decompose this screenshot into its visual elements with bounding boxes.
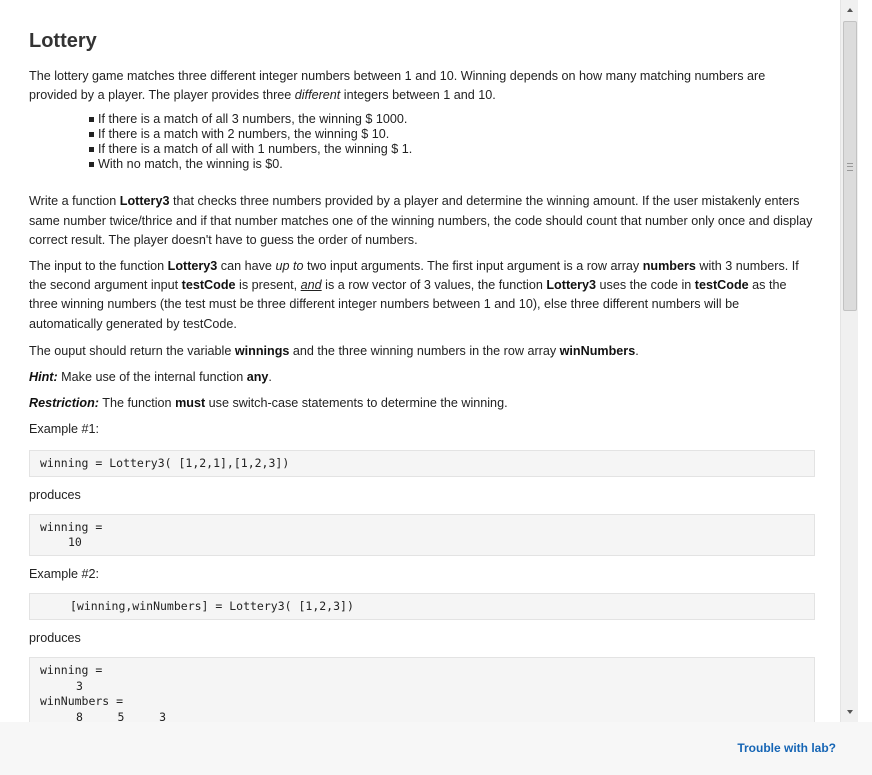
list-item: With no match, the winning is $0. <box>98 157 815 172</box>
scroll-up-arrow-icon[interactable] <box>847 8 853 12</box>
scrollbar-thumb[interactable] <box>843 21 857 311</box>
inputs-paragraph: The input to the function Lottery3 can have up to two input arguments. The first input argument is a row array numbers with 3 numbers. If the second argument input testCode is present, and is a row vector of 3 values, the function Lottery3 uses the code in testCode as the three winning numbers (the test must be three different integer numbers between 1 and 10), else three different numbers will be automatically generated by testCode. <box>29 259 799 331</box>
rules-list <box>29 112 815 172</box>
example-2-label: Example #2: <box>29 566 100 581</box>
example-1-call-code: winning = Lottery3( [1,2,1],[1,2,3]) <box>29 450 815 477</box>
grip-icon <box>847 163 853 171</box>
list-item: If there is a match of all with 1 numbers, the winning $ 1. <box>98 142 815 157</box>
example-2-call-code: [winning,winNumbers] = Lottery3( [1,2,3]) <box>29 593 815 620</box>
function-paragraph: Write a function Lottery3 that checks three numbers provided by a player and determine the winning amount. If the user mistakenly enters same number twice/thrice and if that number matches one of the winning numbers, the code should count that number only once and display correct result. The player doesn't have to guess the order of numbers. <box>29 194 813 247</box>
list-item: If there is a match with 2 numbers, the winning $ 10. <box>98 127 815 142</box>
restriction-paragraph: Restriction: The function must use switch-case statements to determine the winning. <box>29 396 508 411</box>
list-item: If there is a match of all 3 numbers, the winning $ 1000. <box>98 112 815 127</box>
example-1-label: Example #1: <box>29 422 100 437</box>
scroll-down-arrow-icon[interactable] <box>847 710 853 714</box>
produces-label: produces <box>29 487 81 502</box>
vertical-scrollbar[interactable] <box>840 0 858 722</box>
page-title: Lottery <box>29 30 97 52</box>
intro-paragraph: The lottery game matches three different integer numbers between 1 and 10. Winning depends on how many matching numbers are provided by a player. The player provides three different integers between 1 and 10. <box>29 69 766 103</box>
produces-label: produces <box>29 631 81 646</box>
problem-content <box>29 0 815 722</box>
output-paragraph: The ouput should return the variable winnings and the three winning numbers in the row array winNumbers. <box>29 343 639 358</box>
hint-paragraph: Hint: Make use of the internal function any. <box>29 370 272 385</box>
example-2-output-code: winning = 3 winNumbers = 8 5 3 <box>29 657 815 722</box>
trouble-with-lab-link[interactable]: Trouble with lab? <box>737 741 836 755</box>
example-1-output-code: winning = 10 <box>29 514 815 556</box>
